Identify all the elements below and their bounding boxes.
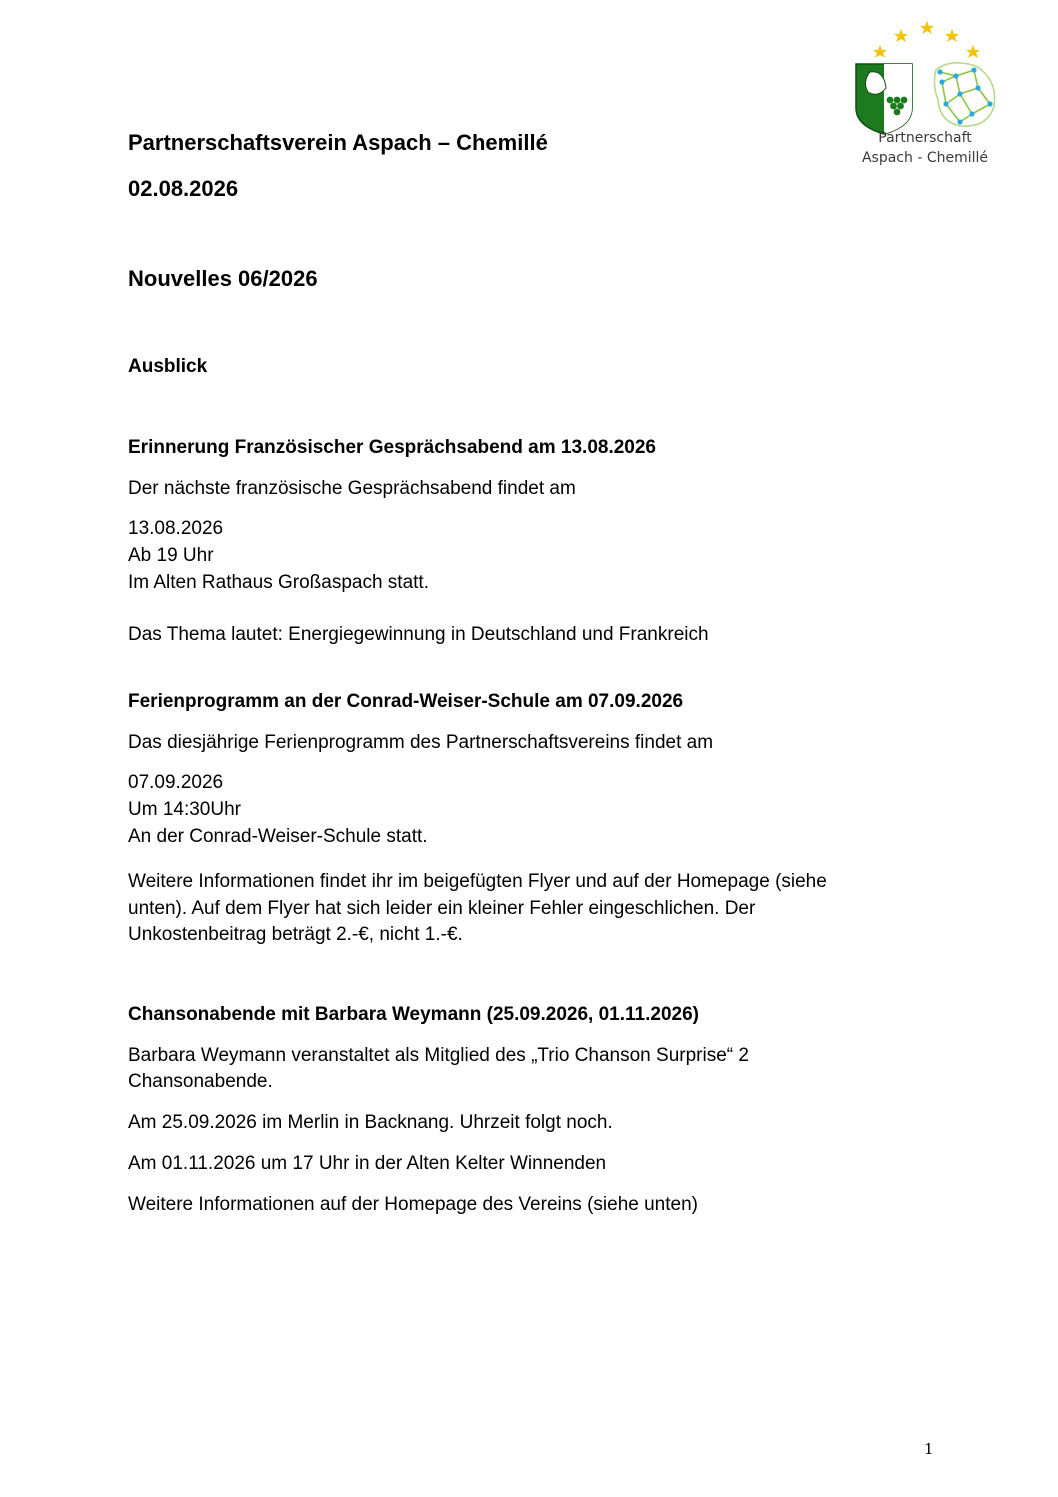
- star-icon: [966, 45, 980, 58]
- star-icons: [873, 21, 980, 58]
- page-number: 1: [924, 1440, 934, 1458]
- event2-title: Ferienprogramm an der Conrad-Weiser-Schule am 07.09.2026: [128, 691, 684, 712]
- event3-date1: Am 25.09.2026 im Merlin in Backnang. Uhrzeit folgt noch.: [128, 1112, 613, 1133]
- event1-date: 13.08.2026: [128, 518, 224, 539]
- star-icon: [894, 29, 908, 42]
- event2-info-line-2: unten). Auf dem Flyer hat sich leider ein kleiner Fehler eingeschlichen. Der: [128, 898, 756, 919]
- star-icon: [945, 29, 959, 42]
- event1-intro: Der nächste französische Gesprächsabend findet am: [128, 478, 576, 499]
- logo-graphic: [848, 18, 1008, 143]
- event1-location: Im Alten Rathaus Großaspach statt.: [128, 572, 429, 593]
- logo-line-1: Partnerschaft: [878, 130, 972, 146]
- network-leaf-icon: [934, 63, 994, 126]
- issue-title: Nouvelles 06/2026: [128, 266, 318, 291]
- event3-title: Chansonabende mit Barbara Weymann (25.09.2026, 01.11.2026): [128, 1004, 699, 1025]
- organization-name: Partnerschaftsverein Aspach – Chemillé: [128, 130, 548, 155]
- event2-date: 07.09.2026: [128, 772, 224, 793]
- event2-time: Um 14:30Uhr: [128, 799, 241, 820]
- partnership-logo: [848, 18, 1008, 174]
- event1-title: Erinnerung Französischer Gesprächsabend am 13.08.2026: [128, 437, 657, 458]
- event2-info-line-1: Weitere Informationen findet ihr im beigefügten Flyer und auf der Homepage (siehe: [128, 871, 827, 892]
- event3-intro-line-1: Barbara Weymann veranstaltet als Mitglied des „Trio Chanson Surprise“ 2: [128, 1045, 749, 1066]
- event3-intro-line-2: Chansonabende.: [128, 1071, 273, 1092]
- star-icon: [873, 45, 887, 58]
- event2-intro: Das diesjährige Ferienprogramm des Partnerschaftsvereins findet am: [128, 732, 714, 753]
- logo-line-2: Aspach - Chemillé: [861, 150, 989, 166]
- event1-topic: Das Thema lautet: Energiegewinnung in Deutschland und Frankreich: [128, 624, 709, 645]
- event3-more-info: Weitere Informationen auf der Homepage des Vereins (siehe unten): [128, 1194, 698, 1215]
- event2-info-line-3: Unkostenbeitrag beträgt 2.-€, nicht 1.-€.: [128, 924, 463, 945]
- event2-location: An der Conrad-Weiser-Schule statt.: [128, 826, 428, 847]
- shield-icon: [856, 64, 912, 134]
- star-icon: [920, 21, 934, 34]
- document-date: 02.08.2026: [128, 176, 239, 201]
- event1-time: Ab 19 Uhr: [128, 545, 214, 566]
- section-heading: Ausblick: [128, 356, 208, 377]
- event3-date2: Am 01.11.2026 um 17 Uhr in der Alten Kelter Winnenden: [128, 1153, 607, 1174]
